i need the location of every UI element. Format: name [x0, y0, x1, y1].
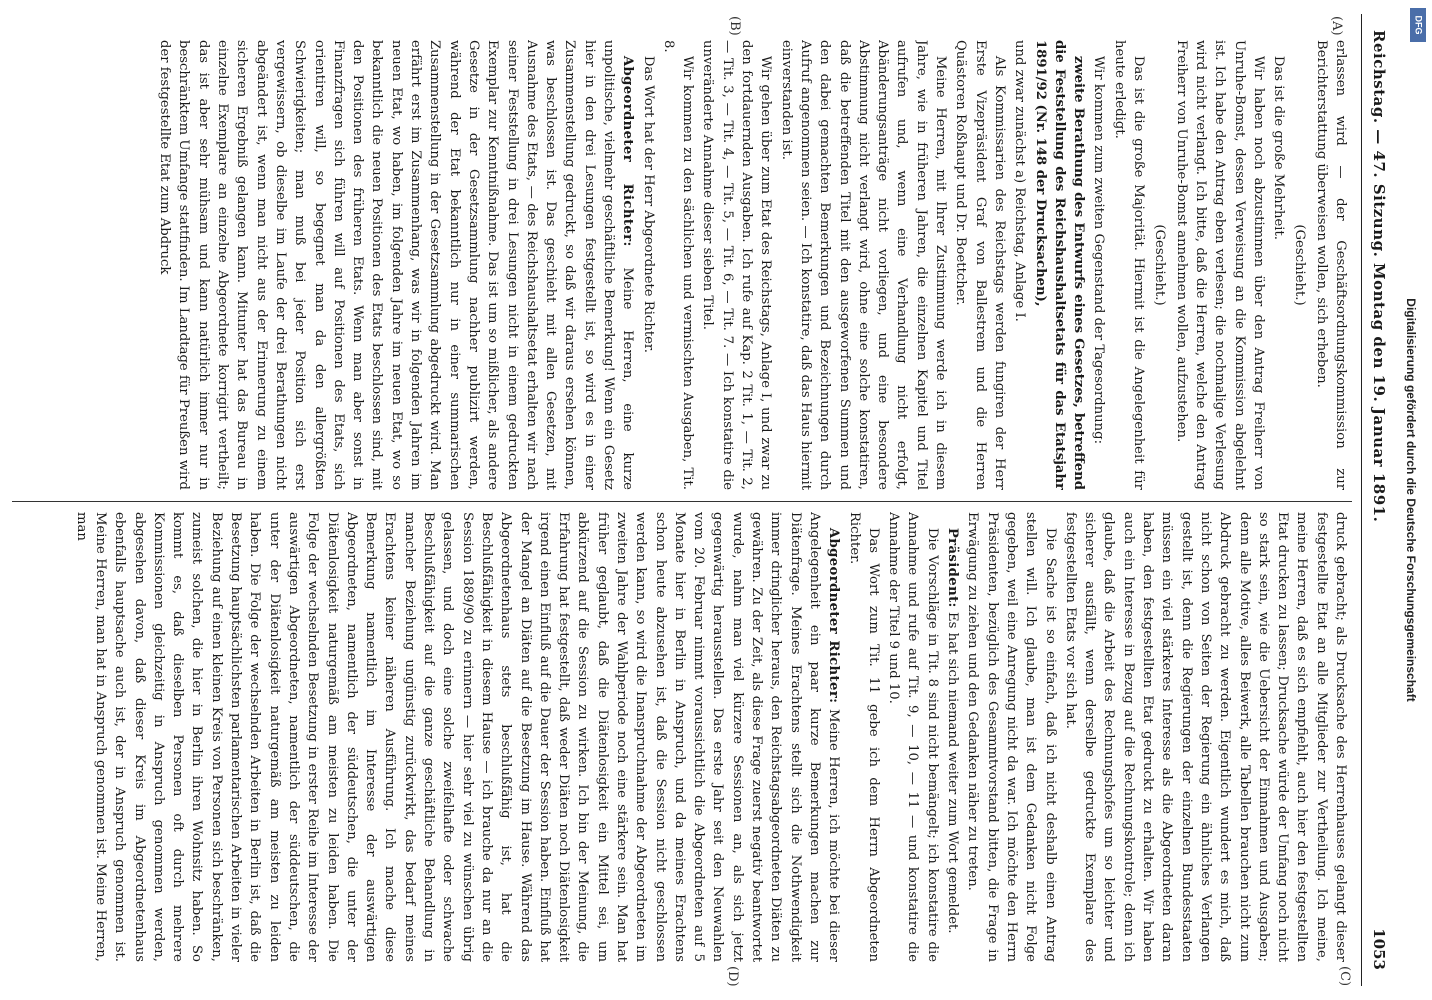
- margin-mark-d: (D): [725, 966, 740, 987]
- paragraph: Wir kommen zu den sächlichen und vermischten Ausgaben, Tit. 8.: [660, 40, 696, 490]
- paragraph: Die Sache ist so einfach, daß ich nicht deshalb einen Antrag stellen will. Ich glaube, man ist dem Gedanken nicht Folge gegeben, weil eine Anregung nicht da war. Ich möchte den Herrn Präsidenten, bezüglich des Gesammtvorstand bitten, die Frage in Erwägung zu ziehen und den Gedanken näher zu treten.: [965, 512, 1058, 962]
- paragraph: Das Wort hat der Herr Abgeordnete Richter.: [640, 55, 656, 353]
- speech: [943, 512, 962, 962]
- speech-text: Es hat sich niemand weiter zum Wort gemeldet.: [945, 612, 961, 934]
- paragraph: druck gebracht; als Drucksache des Herrenhauses gelangt dieser festgestellte Etat an alle Mitglieder zur Vertheilung. Ich meine, meine Herren, daß es sich empfiehlt, auch hier den festgestellten Etat drucken zu lassen; Drucksache würde der Umfang noch nicht so stark sein, wie die Uebersicht der Einnahmen und Ausgaben; denn alle Motive, alles Beiwerk, alle Tabellen brauchen nicht zum Abdruck gebracht zu werden. Eigentlich wundert es mich, daß nicht schon von Seiten der Regierung ein ähnliches Verlangen gestellt ist, denn die Regierungen der einzelnen Bundesstaaten müssen ein viel stärkeres Interesse als die Abgeordneten daran haben, den festgestellten Etat gedruckt zu erhalten. Wir haben auch ein Interesse in Bezug auf die Rechnungskontrole; denn ich glaube, daß die Arbeit des Rechnungshofes um so leichter und sicherer ausfällt, wenn derselbe gedruckte Exemplare des festgestellten Etats vor sich hat.: [1062, 512, 1348, 962]
- dfg-logo: [1410, 8, 1426, 42]
- stage-direction: (Geschieht.): [1292, 224, 1308, 306]
- paragraph: Das ist die große Majorität. Hiermit ist die Angelegenheit für heute erledigt.: [1111, 40, 1147, 490]
- credit-strip: [1396, 0, 1432, 1000]
- paragraph: Wir gehen über zum Etat des Reichstags, Anlage I, und zwar zu den fortdauernden Ausgaben. Ich rufe auf Kap. 2 Tit. 1, — Tit. 2, — Tit. 3, — Tit. 4, — Tit. 5, — Tit. 6, — Tit. 7. — Ich konstatire die unveränderte Annahme dieser sieben Titel.: [700, 40, 774, 490]
- paragraph: Die Vorschläge in Tit. 8 sind nicht bemängelt; ich konstatire die Annahme und rufe auf Tit. 9, — 10, — 11 — und konstatire die Annahme der Titel 9 und 10.: [886, 512, 940, 962]
- page-number: 1053: [1370, 928, 1388, 970]
- newspaper-page: [8, 10, 1392, 990]
- column-divider: [12, 501, 1352, 502]
- paragraph: erlassen wird — der Geschäftsordnungskommission zur Berichterstattung überweisen wollen, sich erheben.: [1313, 40, 1348, 490]
- paragraph: Das Wort zum Tit. 11 gebe ich dem Herrn Abgeordneten Richter.: [846, 512, 881, 962]
- left-column: [14, 40, 1350, 490]
- paragraph: Das ist die große Mehrheit.: [1271, 55, 1287, 240]
- right-column: [14, 512, 1350, 962]
- paragraph: Wir kommen zum zweiten Gegenstand der Tagesordnung:: [1091, 55, 1107, 445]
- digitization-credit: Digitalisierung gefördert durch die Deutsche Forschungsgemeinschaft: [1404, 298, 1418, 702]
- speaker-name: Abgeordneter Richter:: [620, 55, 636, 247]
- running-title: Reichstag. — 47. Sitzung. Montag den 19. Januar 1891.: [1370, 30, 1388, 523]
- margin-mark-b: (B): [727, 16, 742, 36]
- speech-text: Meine Herren, eine kurze unpolitische, vielmehr geschäftliche Bemerkung! Wenn ein Gesetz hier in den drei Lesungen festgestellt ist, so wird es in einer Zusammenstellung gedruckt, so daß wir daraus ersehen können, was beschlossen ist. Das geschieht mit allen Gesetzen, mit Ausnahme des Etats, — des Reichshaushaltsetat erhalten wir nach seiner Feststellung in drei Lesungen nicht in einem gedruckten Exemplar zur Kenntnißnahme. Das ist um so mißlicher, als andere Gesetze in der Gesetzsammlung nachher publizirt werden, während der Etat bekanntlich nur in einer summarischen Zusammenstellung in der Gesetzsammlung abgedruckt wird. Man erfährt erst im Zusammenhang, was wir in folgenden Jahren im neuen Etat, wo haben, im folgenden Jahre im neuen Etat, wo so bekanntlich die neuen Positionen des Etats beschlossen sind, mit den Positionen des früheren Etats. Wenn man aber sonst in Finanzfragen sich führen will auf Positionen des Etats, sich orientiren will, so begegnet man da den allergrößten Schwierigkeiten; man muß bei jeder Position sich erst vergewissern, ob dieselbe im Laufe der drei Berathungen nicht abgeändert ist, wenn man nicht aus der Erinnerung zu einem sicheren Ergebniß gelangen kann. Mitunter hat das Bureau in einzelne Exemplare an einzelne Abgeordnete korrigirt vertheilt; das ist aber sehr mühsam und kann natürlich immer nur in beschränktem Umfange stattfinden. Im Landtage für Preußen wird der festgestellte Etat zum Abdruck: [157, 40, 636, 490]
- margin-mark-a: (A): [1329, 16, 1344, 36]
- paragraph: und zwar zunächst a) Reichstag, Anlage I.: [1012, 40, 1028, 322]
- page-header: [1366, 10, 1388, 990]
- margin-mark-c: (C): [1337, 966, 1352, 987]
- stage-direction: (Geschieht.): [1152, 224, 1168, 306]
- header-rule: [1361, 14, 1362, 986]
- paragraph: Als Kommissarien des Reichstags werden fungiren der Herr Erste Vizepräsident Graf von Ballestrem und die Herren Quästoren Roßhaupt und Dr. Boettcher.: [953, 40, 1007, 490]
- speech-text: Meine Herren, ich möchte bei dieser Angelegenheit ein paar kurze Bemerkungen machen zur Diätenfrage. Meines Erachtens stellt sich die Nothwendigkeit immer dringlicher heraus, den Reichstagsabgeordneten Diäten zu gewähren. Zu der Zeit, als diese Frage zuerst negativ beantwortet wurde, nahm man viel kürzere Sessionen an, als sich jetzt gegenwärtig herausstellen. Das erste Jahr seit den Neuwahlen vom 20. Februar nimmt voraussichtlich die Abgeordneten auf 5 Monate hier in Berlin in Anspruch, und da meines Erachtens schon heute abzusehen ist, daß die Session nicht geschlossen werden kann, so wird die Inanspruchnahme der Abgeordneten im zweiten Jahre der Wahlperiode noch eine stärkere sein. Man hat früher geglaubt, daß die Diätenlosigkeit ein Mittel sei, um abkürzend auf die Session zu wirken. Ich bin der Meinung, die Erfahrung hat festgestellt, daß weder Diäten noch Diätenlosigkeit irgend einen Einfluß auf die Dauer der Session haben. Einfluß hat der Mangel an Diäten auf die Besetzung im Hause. Während das Abgeordnetenhaus stets beschlußfähig ist, hat die Beschlußfähigkeit in diesem Hause — ich brauche da nur an die Session 1889/90 zu erinnern — hier sehr viel zu wünschen übrig gelassen, und doch eine solche zweifelhafte oder schwache Beschlußfähigkeit auf die ganze geschäftliche Behandlung in mancher Beziehung ungünstig zurückwirkt, das bedarf meines Erachtens keiner näheren Ausführung. Ich mache diese Bemerkung namentlich im Interesse der auswärtigen Abgeordneten, namentlich der süddeutschen, die unter der Diätenlosigkeit naturgemäß am meisten zu leiden haben. Die Folge der wechselnden Besetzung in erster Reihe im Interesse der auswärtigen Abgeordneten, namentlich der süddeutschen, die unter der Diätenlosigkeit naturgemäß am meisten zu leiden haben. Die Folge der wechselnden Arbeiten in Berlin ist, daß die Besetzung hauptsächlichsten parlamentarischen Arbeiten in vieler Beziehung auf einen kleinen Kreis von Personen sich beschränken, zumeist solchen, die hier in Berlin ihren Wohnsitz haben. So kommt es, daß dieselben Personen oft durch mehrere Kommissionen gleichzeitig in Anspruch genommen werden, abgesehen davon, daß dieser Kreis im Abgeordnetenhaus ebenfalls hauptsache auch ist, der in Anspruch genommen ist. Meine Herren, man hat in Anspruch genommen ist. Meine Herren, man: [73, 512, 842, 962]
- dfg-logo-text: DFG: [1413, 15, 1423, 35]
- agenda-item: zweite Berathung des Entwurfs eines Gesetzes, betreffend die Feststellung des Reichshaushaltsetats für das Etatsjahr 1891/92 (Nr. 148 der Drucksachen),: [1032, 40, 1087, 490]
- speech: [71, 512, 843, 962]
- speaker-name: Präsident:: [945, 527, 961, 608]
- paragraph: Wir haben noch abzustimmen über den Antrag Freiherr von Unruhe-Bomst, dessen Verweisung an die Kommission abgelehnt ist. Ich habe den Antrag eben verlesen; die nochmalige Verlesung wird nicht verlangt. Ich bitte, daß die Herren, welche den Antrag Freiherr von Unruhe-Bomst annehmen wollen, aufzustehen.: [1173, 40, 1266, 490]
- paragraph: Meine Herren, mit Ihrer Zustimmung werde ich in diesem Jahre, wie in früheren Jahren, die einzelnen Kapitel und Titel aufrufen und, wenn eine Verhandlung nicht erfolgt, Abänderungsanträge nicht vorliegen, und eine besondere Abstimmung nicht verlangt wird, ohne eine solche konstatiren, daß die betreffenden Titel mit den ausgeworfenen Summen und den dabei gemachten Bemerkungen und Bezeichnungen durch Aufruf angenommen seien. — Ich konstatire, daß das Haus hiermit einverstanden ist.: [778, 40, 949, 490]
- speech: [155, 40, 637, 490]
- speaker-name: Abgeordneter Richter:: [826, 527, 842, 704]
